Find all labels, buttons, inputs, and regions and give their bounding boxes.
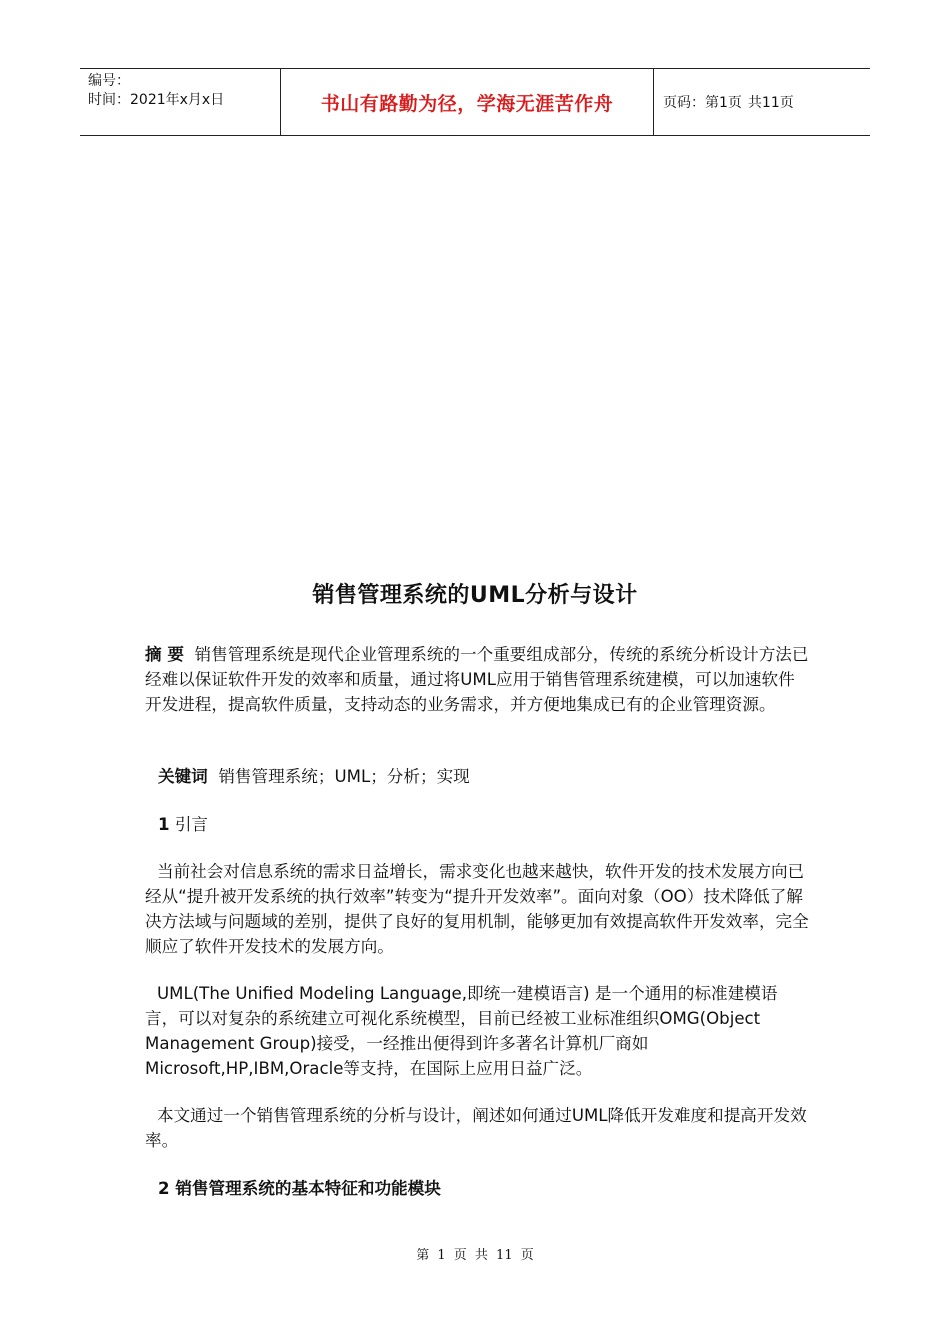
paragraph-2: UML(The Unified Modeling Language,即统一建模语言) 是一个通用的标准建模语言，可以对复杂的系统建立可视化系统模型，目前已经被工业标准组织OMG(Object Management Group)接受，一经推出便得到许多著名计算机厂商如Microsoft,HP,IBM,Oracle等支持，在国际上应用日益广泛。 — [145, 984, 778, 1078]
section-1-heading — [158, 812, 208, 837]
section-2-heading: 2 销售管理系统的基本特征和功能模块 — [158, 1179, 441, 1198]
header-total-label: 共11页 — [747, 95, 794, 111]
section-1-number: 1 — [158, 815, 170, 834]
header-motto: 书山有路勤为径，学海无涯苦作舟 — [281, 69, 654, 135]
page-footer: 第 1 页 共 11 页 — [416, 1248, 534, 1263]
page-header — [80, 68, 870, 136]
section-1-title: 引言 — [174, 815, 209, 834]
abstract-paragraph — [145, 642, 810, 717]
keywords-label: 关键词 — [158, 767, 208, 786]
header-time-label: 时间：2021年x月x日 — [88, 92, 225, 108]
header-number-label: 编号： — [88, 73, 130, 89]
header-page-label: 页码：第1页 — [663, 95, 742, 111]
keywords-line — [158, 764, 470, 789]
abstract-label: 摘 要 — [145, 645, 184, 664]
header-page-info — [654, 69, 870, 135]
document-title: 销售管理系统的UML分析与设计 — [312, 583, 638, 608]
paragraph-3: 本文通过一个销售管理系统的分析与设计，阐述如何通过UML降低开发难度和提高开发效率。 — [145, 1106, 807, 1150]
abstract-text: 销售管理系统是现代企业管理系统的一个重要组成部分，传统的系统分析设计方法已经难以保证软件开发的效率和质量，通过将UML应用于销售管理系统建模，可以加速软件开发进程，提高软件质量，支持动态的业务需求，并方便地集成已有的企业管理资源。 — [145, 645, 809, 714]
paragraph-1: 当前社会对信息系统的需求日益增长，需求变化也越来越快，软件开发的技术发展方向已经从“提升被开发系统的执行效率”转变为“提升开发效率”。面向对象（OO）技术降低了解决方法域与问题域的差别，提供了良好的复用机制，能够更加有效提高软件开发效率，完全顺应了软件开发技术的发展方向。 — [145, 862, 809, 956]
header-meta — [80, 69, 281, 135]
keywords-text: 销售管理系统；UML；分析；实现 — [218, 767, 470, 786]
